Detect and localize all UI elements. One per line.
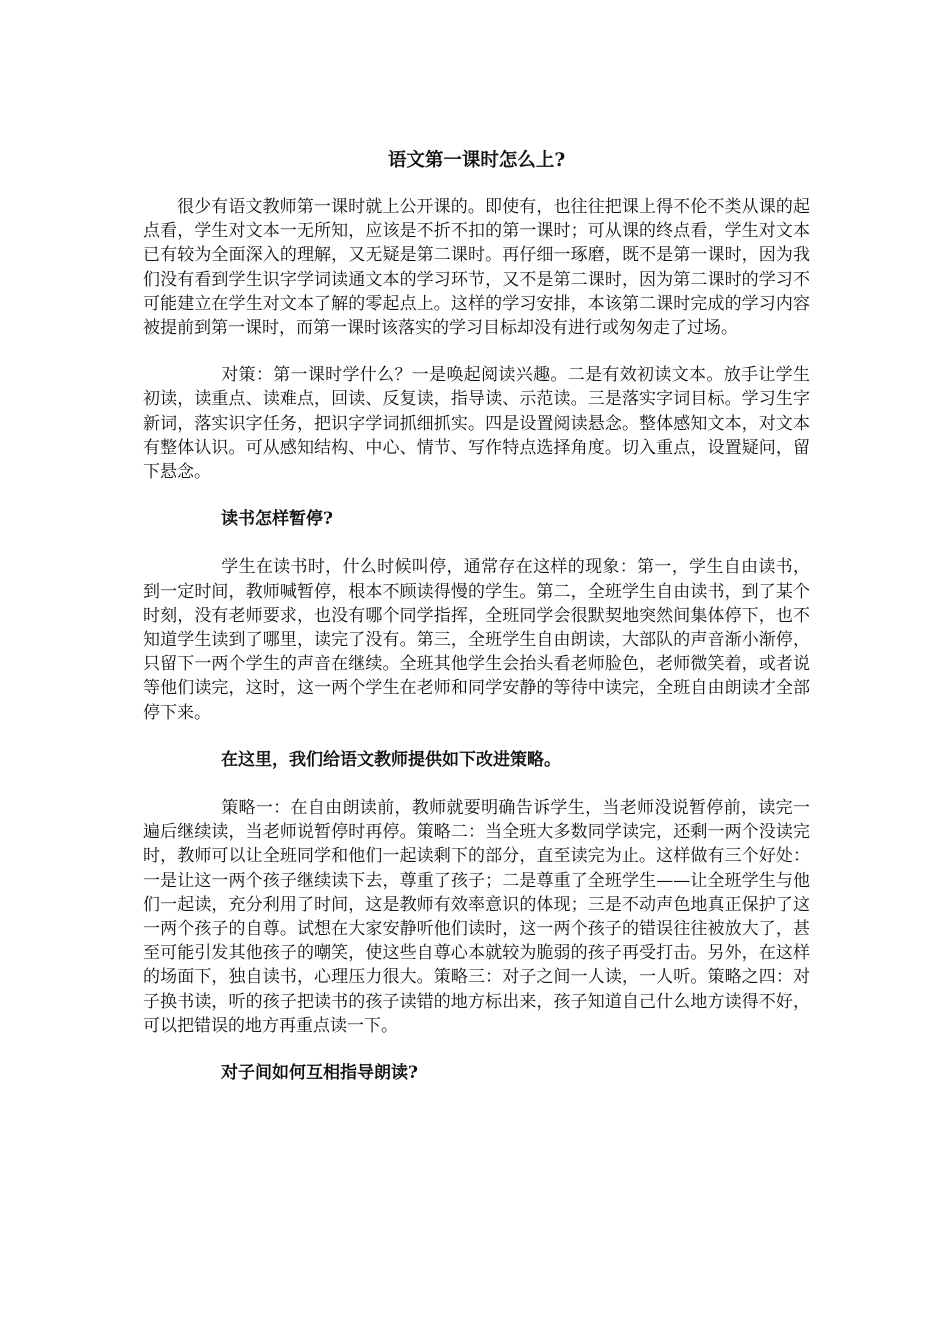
page-title: 语文第一课时怎么上?: [387, 150, 566, 171]
section-heading-pause: 读书怎样暂停?: [221, 509, 333, 530]
document-body: [143, 146, 810, 1109]
strategy-paragraph: 对策：第一课时学什么？一是唤起阅读兴趣。二是有效初读文本。放手让学生初读，读重点、读难点，回读、反复读，指导读、示范读。三是落实字词目标。学习生字新词，落实识字任务，把识字学词抓细抓实。四是设置阅读悬念。整体感知文本，对文本有整体认识。可从感知结构、中心、情节、写作特点选择角度。切入重点，设置疑问，留下悬念。: [143, 365, 810, 483]
intro-paragraph: 很少有语文教师第一课时就上公开课的。即使有，也往往把课上得不伦不类从课的起点看，学生对文本一无所知，应该是不折不扣的第一课时；可从课的终点看，学生对文本已有较为全面深入的理解，又无疑是第二课时。再仔细一琢磨，既不是第一课时，因为我们没有看到学生识字学词读通文本的学习环节，又不是第二课时，因为第二课时的学习不可能建立在学生对文本了解的零起点上。这样的学习安排，本该第二课时完成的学习内容被提前到第一课时，而第一课时该落实的学习目标却没有进行或匆匆走了过场。: [143, 197, 810, 339]
pause-paragraph: 学生在读书时，什么时候叫停，通常存在这样的现象：第一，学生自由读书，到一定时间，教师喊暂停，根本不顾读得慢的学生。第二，全班学生自由读书，到了某个时刻，没有老师要求，也没有哪个同学指挥，全班同学会很默契地突然间集体停下，也不知道学生读到了哪里，读完了没有。第三，全班学生自由朗读，大部队的声音渐小渐停，只留下一两个学生的声音在继续。全班其他学生会抬头看老师脸色，老师微笑着，或者说等他们读完，这时，这一两个学生在老师和同学安静的等待中读完，全班自由朗读才全部停下来。: [143, 557, 810, 723]
section-heading-pairs: 对子间如何互相指导朗读?: [221, 1063, 418, 1084]
section-heading-improve: 在这里，我们给语文教师提供如下改进策略。: [221, 749, 561, 770]
improve-paragraph: 策略一：在自由朗读前，教师就要明确告诉学生，当老师没说暂停前，读完一遍后继续读，当老师说暂停时再停。策略二：当全班大多数同学读完，还剩一两个没读完时，教师可以让全班同学和他们一起读剩下的部分，直至读完为止。这样做有三个好处：一是让这一两个孩子继续读下去，尊重了孩子；二是尊重了全班学生——让全班学生与他们一起读，充分利用了时间，这是教师有效率意识的体现；三是不动声色地真正保护了这一两个孩子的自尊。试想在大家安静听他们读时，这一两个孩子的错误往往被放大了，甚至可能引发其他孩子的嘲笑，使这些自尊心本就较为脆弱的孩子再受打击。另外，在这样的场面下，独自读书，心理压力很大。策略三：对子之间一人读，一人听。策略之四：对子换书读，听的孩子把读书的孩子读错的地方标出来，孩子知道自己什么地方读得不好，可以把错误的地方再重点读一下。: [143, 798, 810, 1036]
